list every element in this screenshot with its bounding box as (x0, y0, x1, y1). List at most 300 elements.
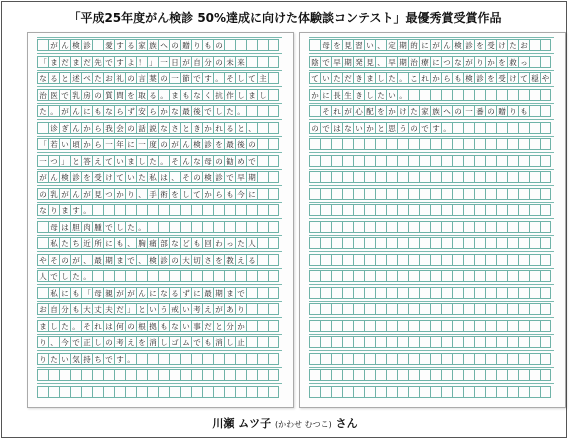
manuscript-cell: を (136, 336, 147, 348)
manuscript-cell (386, 221, 397, 233)
manuscript-cell (463, 155, 474, 167)
manuscript-cell (496, 287, 507, 299)
manuscript-cell (353, 303, 364, 315)
manuscript-cell: 来 (235, 56, 246, 68)
manuscript-cell: 房 (81, 89, 92, 101)
manuscript-cell: 穏 (529, 72, 540, 84)
manuscript-cell (518, 353, 529, 365)
manuscript-cell: 診 (474, 72, 485, 84)
manuscript-cell: 期 (397, 56, 408, 68)
manuscript-cell (474, 188, 485, 200)
manuscript-cell (518, 221, 529, 233)
manuscript-cell (518, 254, 529, 266)
manuscript-cell (136, 386, 147, 398)
manuscript-cell (507, 221, 518, 233)
manuscript-cell: 気 (70, 353, 81, 365)
manuscript-cell: 受 (496, 72, 507, 84)
manuscript-row (309, 237, 554, 249)
manuscript-cell (474, 155, 485, 167)
manuscript-cell: 配 (364, 105, 375, 117)
manuscript-cell: ま (59, 204, 70, 216)
manuscript-cell: れ (92, 320, 103, 332)
manuscript-cell: の (309, 122, 320, 134)
manuscript-cell (430, 270, 441, 282)
manuscript-cell (452, 320, 463, 332)
grid-rule (37, 37, 282, 38)
manuscript-cell (342, 320, 353, 332)
manuscript-cell: 、 (169, 171, 180, 183)
manuscript-row (309, 89, 554, 101)
manuscript-cell: と (375, 122, 386, 134)
manuscript-row (309, 353, 554, 365)
manuscript-cell: と (136, 303, 147, 315)
manuscript-cell: 安 (136, 105, 147, 117)
manuscript-cell: た (386, 72, 397, 84)
manuscript-cell: か (81, 122, 92, 134)
manuscript-cell (496, 89, 507, 101)
manuscript-cell: が (70, 254, 81, 266)
manuscript-cell: も (452, 72, 463, 84)
manuscript-cell (331, 270, 342, 282)
manuscript-cell (474, 204, 485, 216)
manuscript-cell (257, 122, 268, 134)
manuscript-cell (114, 369, 125, 381)
manuscript-cell: 抗 (213, 89, 224, 101)
document-title: 「平成25年度がん検診 50%達成に向けた体験談コンテスト」最優秀賞受賞作品 (68, 11, 502, 25)
manuscript-row (309, 122, 554, 134)
manuscript-cell (496, 303, 507, 315)
manuscript-cell (540, 254, 551, 266)
manuscript-cell (309, 320, 320, 332)
manuscript-cell (268, 287, 279, 299)
manuscript-cell (342, 138, 353, 150)
manuscript-cell (375, 386, 386, 398)
manuscript-cell (169, 386, 180, 398)
manuscript-cell (540, 237, 551, 249)
author-honorific: さん (335, 417, 358, 430)
grid-rule (309, 235, 554, 236)
manuscript-cell: れ (331, 105, 342, 117)
manuscript-cell: ん (180, 155, 191, 167)
manuscript-cell: い (364, 39, 375, 51)
manuscript-cell (452, 237, 463, 249)
manuscript-cell (180, 221, 191, 233)
manuscript-cell (463, 221, 474, 233)
manuscript-cell: し (235, 89, 246, 101)
manuscript-cell: い (114, 155, 125, 167)
manuscript-cell: い (180, 320, 191, 332)
manuscript-cell: ん (136, 287, 147, 299)
manuscript-cell (342, 369, 353, 381)
manuscript-cell (147, 270, 158, 282)
manuscript-cell (474, 336, 485, 348)
grid-rule (309, 53, 554, 54)
manuscript-cell (441, 155, 452, 167)
manuscript-cell (386, 386, 397, 398)
manuscript-cell (169, 353, 180, 365)
manuscript-cell: の (213, 155, 224, 167)
manuscript-cell: の (59, 254, 70, 266)
manuscript-cell (364, 353, 375, 365)
manuscript-cell: あ (224, 303, 235, 315)
grid-rule (37, 284, 282, 285)
manuscript-cell: た (224, 105, 235, 117)
manuscript-cell (342, 188, 353, 200)
manuscript-cell (441, 303, 452, 315)
manuscript-cell (496, 221, 507, 233)
manuscript-cell: 母 (92, 287, 103, 299)
manuscript-cell (441, 287, 452, 299)
manuscript-cell: ん (48, 171, 59, 183)
manuscript-cell (386, 171, 397, 183)
manuscript-cell (441, 221, 452, 233)
manuscript-cell (331, 155, 342, 167)
manuscript-cell (268, 237, 279, 249)
manuscript-cell: 言 (136, 72, 147, 84)
manuscript-cell (529, 303, 540, 315)
manuscript-row (309, 155, 554, 167)
manuscript-cell: 治 (37, 89, 48, 101)
manuscript-cell (518, 188, 529, 200)
manuscript-cell (353, 254, 364, 266)
manuscript-cell: え (125, 336, 136, 348)
manuscript-cell (353, 237, 364, 249)
manuscript-cell (496, 254, 507, 266)
manuscript-cell: が (125, 287, 136, 299)
manuscript-cell: 質 (103, 89, 114, 101)
manuscript-cell (441, 336, 452, 348)
manuscript-cell (496, 188, 507, 200)
manuscript-cell (320, 221, 331, 233)
manuscript-cell: が (48, 39, 59, 51)
manuscript-cell (386, 303, 397, 315)
manuscript-cell: く (202, 89, 213, 101)
manuscript-cell: に (419, 39, 430, 51)
manuscript-cell: い (147, 303, 158, 315)
manuscript-cell: ！ (136, 56, 147, 68)
manuscript-row (309, 138, 554, 150)
manuscript-cell (309, 237, 320, 249)
manuscript-cell (441, 254, 452, 266)
manuscript-cell (397, 155, 408, 167)
manuscript-cell (191, 386, 202, 398)
grid-rule (37, 53, 282, 54)
manuscript-cell (375, 221, 386, 233)
manuscript-cell (375, 320, 386, 332)
manuscript-cell: 「 (81, 287, 92, 299)
grid-rule (37, 119, 282, 120)
manuscript-cell: 一 (158, 56, 169, 68)
manuscript-cell (540, 188, 551, 200)
manuscript-cell: も (70, 287, 81, 299)
manuscript-cell: お (37, 303, 48, 315)
manuscript-cell (529, 336, 540, 348)
manuscript-cell: 診 (213, 171, 224, 183)
manuscript-cell (397, 303, 408, 315)
manuscript-cell: に (125, 138, 136, 150)
manuscript-page-right (299, 32, 566, 408)
manuscript-cell (353, 320, 364, 332)
manuscript-cell (268, 39, 279, 51)
manuscript-cell (353, 270, 364, 282)
manuscript-cell (268, 155, 279, 167)
manuscript-cell: ん (441, 39, 452, 51)
manuscript-cell (92, 270, 103, 282)
manuscript-cell (419, 188, 430, 200)
manuscript-cell (191, 353, 202, 365)
manuscript-cell: 」 (125, 303, 136, 315)
manuscript-cell (463, 336, 474, 348)
manuscript-cell (452, 369, 463, 381)
manuscript-cell: 。 (397, 72, 408, 84)
manuscript-cell: か (386, 105, 397, 117)
manuscript-cell (430, 336, 441, 348)
manuscript-cell: 取 (136, 89, 147, 101)
manuscript-cell (518, 270, 529, 282)
manuscript-cell (191, 221, 202, 233)
manuscript-cell (213, 204, 224, 216)
grid-rule (37, 169, 282, 170)
manuscript-cell: 乳 (48, 188, 59, 200)
manuscript-cell: 。 (125, 353, 136, 365)
manuscript-cell (224, 270, 235, 282)
manuscript-cell: 、 (125, 237, 136, 249)
manuscript-cell (529, 254, 540, 266)
manuscript-cell: 検 (452, 39, 463, 51)
manuscript-cell (452, 254, 463, 266)
manuscript-cell (386, 254, 397, 266)
manuscript-cell (408, 188, 419, 200)
manuscript-cell (37, 221, 48, 233)
manuscript-cell: る (246, 254, 257, 266)
manuscript-cell: 。 (235, 105, 246, 117)
grid-rule (309, 251, 554, 252)
manuscript-cell: り (37, 353, 48, 365)
manuscript-cell (147, 221, 158, 233)
manuscript-cell (540, 270, 551, 282)
manuscript-cell: る (125, 39, 136, 51)
manuscript-cell (268, 254, 279, 266)
manuscript-cell: と (213, 320, 224, 332)
manuscript-cell (213, 353, 224, 365)
grid-rule (37, 70, 282, 71)
manuscript-cell (496, 155, 507, 167)
manuscript-cell (331, 287, 342, 299)
manuscript-cell: も (202, 39, 213, 51)
manuscript-cell: の (125, 122, 136, 134)
manuscript-cell (202, 369, 213, 381)
manuscript-cell (268, 138, 279, 150)
manuscript-cell: や (37, 254, 48, 266)
manuscript-cell (397, 336, 408, 348)
manuscript-cell (518, 336, 529, 348)
manuscript-cell: 自 (48, 303, 59, 315)
manuscript-cell (507, 122, 518, 134)
manuscript-cell: 診 (202, 138, 213, 150)
manuscript-cell (474, 320, 485, 332)
manuscript-cell (474, 254, 485, 266)
manuscript-cell: な (191, 155, 202, 167)
manuscript-cell (419, 221, 430, 233)
manuscript-cell (507, 204, 518, 216)
manuscript-cell (507, 303, 518, 315)
manuscript-row (309, 303, 554, 315)
manuscript-cell: す (114, 56, 125, 68)
grid-rule (37, 367, 282, 368)
manuscript-cell (257, 105, 268, 117)
manuscript-cell (474, 221, 485, 233)
manuscript-cell: 分 (224, 320, 235, 332)
manuscript-cell (342, 287, 353, 299)
manuscript-cell: え (235, 254, 246, 266)
manuscript-row (309, 221, 554, 233)
manuscript-cell (331, 221, 342, 233)
manuscript-cell (246, 353, 257, 365)
manuscript-cell (353, 171, 364, 183)
manuscript-cell (408, 221, 419, 233)
manuscript-cell: ま (114, 254, 125, 266)
manuscript-row (309, 39, 554, 51)
manuscript-cell: の (485, 105, 496, 117)
manuscript-cell (202, 353, 213, 365)
manuscript-cell (485, 270, 496, 282)
manuscript-cell: 問 (114, 89, 125, 101)
manuscript-cell: ま (37, 320, 48, 332)
manuscript-cell: な (103, 105, 114, 117)
manuscript-cell (268, 336, 279, 348)
manuscript-cell: 早 (235, 171, 246, 183)
manuscript-row (37, 105, 282, 117)
manuscript-cell (158, 270, 169, 282)
manuscript-cell (397, 171, 408, 183)
manuscript-cell (375, 336, 386, 348)
manuscript-cell: 一 (169, 72, 180, 84)
manuscript-cell (386, 353, 397, 365)
manuscript-cell (331, 303, 342, 315)
manuscript-cell: 事 (191, 320, 202, 332)
manuscript-cell: た (147, 155, 158, 167)
grid-rule (309, 317, 554, 318)
manuscript-cell: っ (518, 56, 529, 68)
manuscript-cell: 部 (158, 237, 169, 249)
manuscript-cell (518, 287, 529, 299)
manuscript-cell (375, 188, 386, 200)
manuscript-cell (507, 138, 518, 150)
manuscript-cell: に (430, 56, 441, 68)
manuscript-cell (452, 155, 463, 167)
manuscript-row (37, 89, 282, 101)
manuscript-cell: す (430, 122, 441, 134)
manuscript-cell (430, 303, 441, 315)
grid-rule (37, 334, 282, 335)
manuscript-cell: 発 (353, 56, 364, 68)
manuscript-cell: 節 (180, 72, 191, 84)
manuscript-cell: だ (59, 56, 70, 68)
manuscript-cell: 作 (224, 89, 235, 101)
manuscript-cell: 考 (114, 336, 125, 348)
manuscript-cell: 期 (397, 39, 408, 51)
manuscript-cell (408, 171, 419, 183)
grid-rule (37, 103, 282, 104)
manuscript-cell (408, 320, 419, 332)
manuscript-cell: し (364, 89, 375, 101)
manuscript-cell (430, 287, 441, 299)
manuscript-cell (485, 303, 496, 315)
manuscript-cell (37, 39, 48, 51)
manuscript-cell (257, 188, 268, 200)
manuscript-cell: に (246, 188, 257, 200)
manuscript-row (309, 254, 554, 266)
manuscript-cell: で (191, 336, 202, 348)
manuscript-cell: 分 (59, 303, 70, 315)
manuscript-cell (485, 369, 496, 381)
manuscript-cell: そ (48, 254, 59, 266)
manuscript-cell: で (320, 122, 331, 134)
manuscript-cell (169, 270, 180, 282)
manuscript-cell: ら (92, 122, 103, 134)
manuscript-cell: 贈 (180, 39, 191, 51)
manuscript-cell (452, 122, 463, 134)
manuscript-cell: だ (81, 56, 92, 68)
manuscript-cell (507, 89, 518, 101)
manuscript-cell (342, 303, 353, 315)
manuscript-cell (441, 237, 452, 249)
manuscript-cell: り (48, 204, 59, 216)
manuscript-cell (452, 138, 463, 150)
manuscript-cell (430, 237, 441, 249)
manuscript-cell: や (541, 74, 550, 83)
manuscript-cell: す (70, 204, 81, 216)
manuscript-row (37, 237, 282, 249)
manuscript-cell (485, 287, 496, 299)
manuscript-cell (180, 204, 191, 216)
manuscript-row (37, 155, 282, 167)
manuscript-cell (485, 122, 496, 134)
manuscript-cell: を (485, 72, 496, 84)
manuscript-cell (180, 369, 191, 381)
manuscript-cell (342, 336, 353, 348)
manuscript-cell (331, 171, 342, 183)
manuscript-cell: か (114, 188, 125, 200)
manuscript-cell: し (114, 221, 125, 233)
manuscript-cell: 診 (70, 171, 81, 183)
manuscript-cell (408, 155, 419, 167)
manuscript-cell (386, 369, 397, 381)
manuscript-cell (268, 105, 279, 117)
manuscript-cell: 期 (213, 287, 224, 299)
manuscript-cell (397, 270, 408, 282)
manuscript-cell: が (430, 39, 441, 51)
manuscript-cell (364, 221, 375, 233)
manuscript-cell: を (331, 39, 342, 51)
manuscript-cell: 会 (114, 122, 125, 134)
manuscript-cell (474, 138, 485, 150)
manuscript-cell (529, 56, 540, 68)
manuscript-cell (397, 254, 408, 266)
manuscript-cell (463, 270, 474, 282)
grid-rule (37, 301, 282, 302)
manuscript-cell (496, 336, 507, 348)
manuscript-cell (320, 237, 331, 249)
manuscript-cell (540, 204, 551, 216)
manuscript-cell: 療 (419, 56, 430, 68)
manuscript-cell (59, 369, 70, 381)
manuscript-cell: い (59, 138, 70, 150)
manuscript-cell (353, 204, 364, 216)
manuscript-cell (59, 386, 70, 398)
manuscript-cell: 「 (37, 56, 48, 68)
manuscript-cell (81, 386, 92, 398)
